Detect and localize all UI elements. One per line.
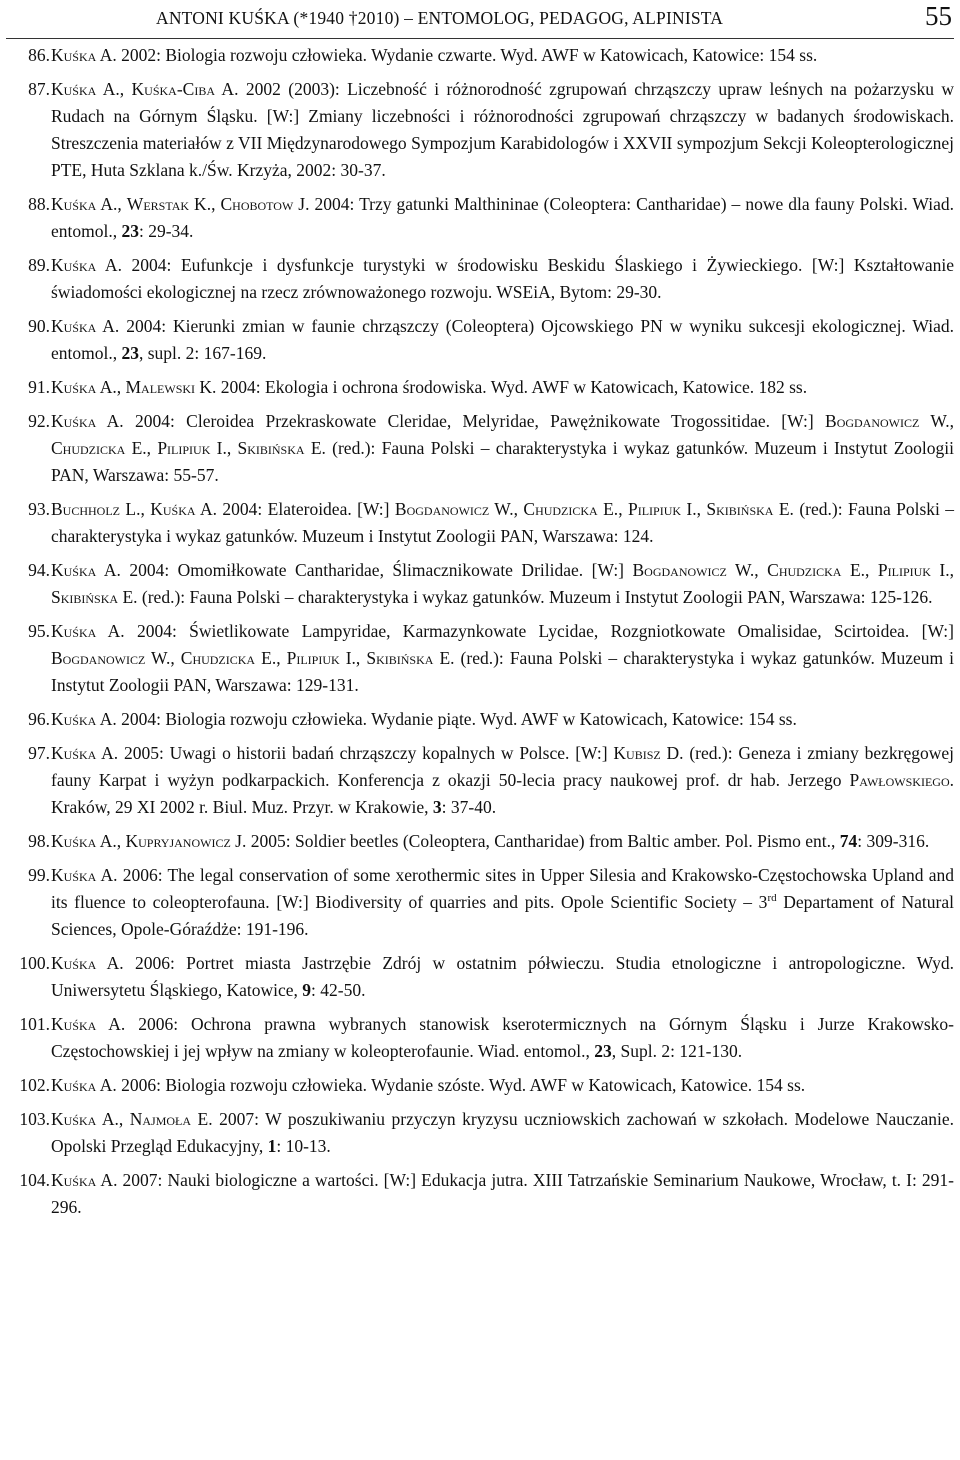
author-name: Bogdanowicz W. [394,499,514,519]
entry-text [51,618,954,699]
author-name: Skibińska E. [51,587,138,607]
entry-text [51,42,954,69]
entry-fragment: , [226,438,238,458]
author-name: Kuśka A. [51,621,125,641]
entry-text [51,950,954,1004]
volume-number: 23 [121,221,139,241]
entry-fragment: , Supl. 2: 121-130. [611,1041,743,1061]
entry-text [51,740,954,821]
running-header [6,0,954,39]
author-name: Pilipiuk I. [286,648,356,668]
author-name: Kuśka A. [51,411,124,431]
author-name: Kuśka A. [51,194,118,214]
entry-text [51,828,954,855]
entry-fragment: : 29-34. [138,221,194,241]
bibliography-entry [0,1106,954,1160]
superscript: rd [767,892,777,905]
author-name: Bogdanowicz W. [632,560,755,580]
bibliography-entry [0,76,954,184]
entry-fragment: , [140,499,151,519]
entry-number: 94. [28,560,50,580]
author-name: Werstak K. [126,194,212,214]
bibliography-entry [0,740,954,821]
entry-fragment: , [949,411,954,431]
entry-text [51,313,954,367]
entry-fragment: 2004: Elateroidea. [W:] [217,499,395,519]
bibliography-entry [0,313,954,367]
page-number: 55 [925,1,952,31]
bibliography-entry [0,1011,954,1065]
entry-fragment: (red.): Fauna Polski – charakterystyka i wykaz gatunków. Muzeum i Instytut Zoologii PAN, Warszawa: 129-131. [51,648,955,695]
entry-fragment: , [117,194,127,214]
entry-fragment: 2006: Biologia rozwoju człowieka. Wydanie szóste. Wyd. AWF w Katowicach, Katowice. 154 ss. [116,1075,806,1095]
author-name: Bogdanowicz W. [51,648,171,668]
bibliography-entry [0,618,954,699]
entry-fragment: , [618,499,628,519]
author-name: Kuśka A. [51,743,119,763]
entry-text [51,862,954,943]
entry-number: 97. [28,743,50,763]
volume-number: 74 [839,831,858,851]
volume-number: 1 [267,1136,277,1156]
entry-fragment: , [865,560,878,580]
author-name: Skibińska E. [706,499,794,519]
entry-fragment: 2006: Ochrona prawna wybranych stanowisk kserotermicznych na Górnym Śląsku i Jurze Krakowsko-Częstochowskiej i jej wpływ na zmiany w koleopterofaunie. Wiad. entomol., [51,1014,955,1061]
bibliography-entry [0,706,954,733]
bibliography-entry [0,557,954,611]
entry-fragment: , [276,648,287,668]
entry-fragment: : 10-13. [276,1136,331,1156]
bibliography-entry [0,496,954,550]
entry-fragment: , [355,648,367,668]
bibliography-entry [0,1167,954,1221]
author-name: Kuśka A. [51,831,117,851]
entry-number: 98. [28,831,50,851]
entry-number: 99. [28,865,50,885]
entry-fragment: 2006: The legal conservation of some xerothermic sites in Upper Silesia and Krakowsko-Częstochowska Upland and its fluence to coleopterofauna. [W:] Biodiversity of quarries and pits. Opole Scientific Society – 3 [51,865,955,912]
bibliography-entry [0,374,954,401]
author-name: Kuśka A. [51,1014,126,1034]
bibliography-entry [0,191,954,245]
entry-text [51,1106,954,1160]
entry-number: 93. [28,499,50,519]
entry-fragment: 2004: Omomiłkowate Cantharidae, Ślimacznikowate Drilidae. [W:] [120,560,633,580]
author-name: Kuśka A. [51,316,120,336]
volume-number: 3 [432,797,442,817]
author-name: Chudzicka E. [180,648,277,668]
entry-fragment: , [116,377,126,397]
author-name: Najmoła E. [129,1109,213,1129]
author-name: Chobotow J. [220,194,310,214]
author-name: Kuśka A. [51,45,117,65]
author-name: Kupryjanowicz J. [125,831,247,851]
entry-text [51,496,954,550]
entry-text [51,1072,954,1099]
entry-fragment: , [119,79,132,99]
author-name: Kuśka A. [51,377,117,397]
entry-number: 96. [28,709,50,729]
entry-text [51,706,954,733]
author-name: Kuśka-Ciba A. [131,79,239,99]
entry-fragment: 2006: Portret miasta Jastrzębie Zdrój w ostatnim półwieczu. Studia etnologiczne i antropologiczne. Wyd. Uniwersytetu Śląskiego, Katowice, [51,953,955,1000]
entry-fragment: , supl. 2: 167-169. [138,343,267,363]
volume-number: 23 [594,1041,612,1061]
author-name: Kuśka A. [51,255,122,275]
entry-fragment: , [696,499,707,519]
entry-fragment: (red.): Fauna Polski – charakterystyka i wykaz gatunków. Muzeum i Instytut Zoologii PAN, Warszawa: 124. [51,499,955,546]
entry-fragment: 2002: Biologia rozwoju człowieka. Wydanie czwarte. Wyd. AWF w Katowicach, Katowice: 154 ss. [116,45,818,65]
entry-fragment: , [754,560,768,580]
bibliography-entry [0,1072,954,1099]
entry-fragment: 2004: Biologia rozwoju człowieka. Wydanie piąte. Wyd. AWF w Katowicach, Katowice: 154 ss. [116,709,797,729]
entry-number: 95. [28,621,50,641]
entry-fragment: 2002 (2003): Liczebność i różnorodność zgrupowań chrząszczy upraw leśnych na pożarzysku w Rudach na Górnym Śląsku. [W:] Zmiany liczebności i różnorodności zgrupowań chrząszczy w badanych środowiskach. Streszczenia materiałów z VII Międzynarodowego Sympozjum Karabidologów i XXVII sympozjum Sekcji Koleopterologicznej PTE, Huta Szklana k./Św. Krzyża, 2002: 30-37. [51,79,955,180]
entry-text [51,76,954,184]
bibliography-entry [0,828,954,855]
author-name: Kuśka A. [51,560,121,580]
entry-number: 86. [28,45,50,65]
entry-text [51,557,954,611]
entry-fragment: 2004: Cleroidea Przekraskowate Cleridae, Melyridae, Pawężnikowate Trogossitidae. [W:] [123,411,826,431]
entry-fragment: (red.): Fauna Polski – charakterystyka i wykaz gatunków. Muzeum i Instytut Zoologii PAN, Warszawa: 125-126. [137,587,933,607]
entry-fragment: , [513,499,524,519]
bibliography-entry [0,408,954,489]
author-name: Kuśka A. [51,1075,117,1095]
entry-number: 91. [28,377,50,397]
entry-fragment: : 42-50. [311,980,366,1000]
entry-fragment: 2005: Uwagi o historii badań chrząszczy kopalnych w Polsce. [W:] [118,743,614,763]
entry-fragment: . Kraków, 29 XI 2002 r. Biul. Muz. Przyr. w Krakowie, [51,770,954,817]
entry-number: 101. [19,1014,50,1034]
author-name: Pilipiuk I. [877,560,950,580]
running-title: ANTONI KUŚKA (*1940 †2010) – ENTOMOLOG, PEDAGOG, ALPINISTA [156,8,724,28]
author-name: Pawłowskiego [849,770,950,790]
entry-fragment: (red.): Geneza i zmiany bezkręgowej fauny Karpat i wyżyn podkarpackich. Konferencja z okazji 50-lecia pracy naukowej prof. dr hab. Jerzego [51,743,954,790]
entry-fragment: Departament of Natural Sciences, Opole-Góraźdże: 191-196. [51,892,954,939]
entry-fragment: 2004: Trzy gatunki Malthininae (Coleoptera: Cantharidae) – nowe dla fauny Polski. Wiad. entomol., [51,194,954,241]
author-name: Skibińska E. [237,438,326,458]
entry-fragment: 2007: Nauki biologiczne a wartości. [W:] Edukacja jutra. XIII Tatrzańskie Seminarium Naukowe, Wrocław, t. I: 291-296. [51,1170,955,1217]
entry-text [51,374,954,401]
bibliography-list [0,42,954,1228]
author-name: Kuśka A. [51,709,117,729]
entry-text [51,191,954,245]
author-name: Pilipiuk I. [157,438,227,458]
author-name: Malewski K. [125,377,217,397]
author-name: Kuśka A. [51,79,120,99]
entry-number: 100. [19,953,50,973]
entry-fragment: , [949,560,955,580]
entry-text [51,1011,954,1065]
entry-text [51,252,954,306]
entry-fragment: : 309-316. [857,831,930,851]
entry-fragment: 2004: Ekologia i ochrona środowiska. Wyd. AWF w Katowicach, Katowice. 182 ss. [216,377,808,397]
bibliography-entry [0,252,954,306]
bibliography-entry [0,42,954,69]
entry-fragment: 2004: Eufunkcje i dysfunkcje turystyki w środowisku Beskidu Ślaskiego i Żywieckiego. [W:] Kształtowanie świadomości ekologicznej na rzecz zrównoważonego rozwoju. WSEiA, Bytom: 29-30. [51,255,955,302]
entry-number: 90. [28,316,50,336]
author-name: Buchholz L. [51,499,141,519]
entry-fragment: 2005: Soldier beetles (Coleoptera, Cantharidae) from Baltic amber. Pol. Pismo ent., [246,831,840,851]
entry-fragment: (red.): Fauna Polski – charakterystyka i wykaz gatunków. Muzeum i Instytut Zoologii PAN, Warszawa: 55-57. [51,438,954,485]
bibliography-entry [0,862,954,943]
author-name: Kuśka A. [51,1170,118,1190]
author-name: Kuśka A. [51,953,124,973]
entry-number: 102. [19,1075,50,1095]
entry-fragment: , [170,648,181,668]
author-name: Pilipiuk I. [627,499,697,519]
author-name: Kuśka A. [150,499,218,519]
entry-number: 89. [28,255,50,275]
entry-fragment: , [116,831,126,851]
entry-number: 87. [28,79,50,99]
entry-fragment: , [211,194,221,214]
entry-number: 88. [28,194,50,214]
author-name: Kuśka A. [51,1109,119,1129]
volume-number: 9 [302,980,312,1000]
author-name: Kuśka A. [51,865,118,885]
entry-number: 92. [28,411,50,431]
entry-fragment: , [146,438,158,458]
entry-number: 104. [19,1170,50,1190]
entry-text [51,408,954,489]
entry-fragment: , [118,1109,130,1129]
entry-fragment: 2007: W poszukiwaniu przyczyn kryzysu uczniowskich zachowań w szkołach. Modelowe Nauczanie. Opolski Przegląd Edukacyjny, [51,1109,955,1156]
author-name: Chudzicka E. [523,499,619,519]
author-name: Chudzicka E. [767,560,866,580]
entry-fragment: 2004: Świetlikowate Lampyridae, Karmazynkowate Lycidae, Rozgniotkowate Omalisidae, Scirtoidea. [W:] [124,621,955,641]
author-name: Bogdanowicz W. [825,411,950,431]
bibliography-entry [0,950,954,1004]
entry-text [51,1167,954,1221]
entry-fragment: : 37-40. [441,797,497,817]
author-name: Chudzicka E. [51,438,147,458]
author-name: Skibińska E. [366,648,455,668]
entry-number: 103. [19,1109,50,1129]
entry-fragment: 2004: Kierunki zmian w faunie chrząszczy (Coleoptera) Ojcowskiego PN w wyniku sukcesji ekologicznej. Wiad. entomol., [51,316,954,363]
author-name: Kubisz D. [613,743,684,763]
volume-number: 23 [121,343,139,363]
